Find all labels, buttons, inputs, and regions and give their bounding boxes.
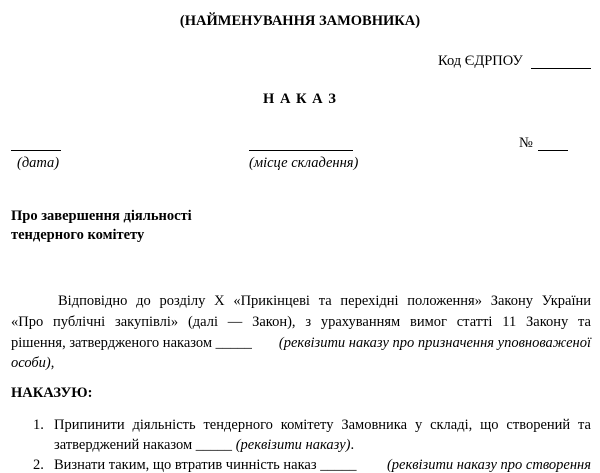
preamble-line-3-text: рішення, затвердженого наказом _____: [11, 335, 252, 351]
item-1-line-1: Припинити діяльність тендерного комітету Замовника у складі, що створений та: [54, 417, 591, 433]
preamble-line-2: «Про публічні закупівлі» (далі — Закон), з урахуванням вимог статті 11 Закону та: [11, 314, 591, 330]
item-1-number: 1.: [33, 417, 44, 433]
preamble-line-4-italic: особи): [11, 355, 51, 371]
item-1-line-2-end: .: [350, 437, 355, 453]
item-2-line-1: [54, 458, 591, 473]
preamble-line-4: [11, 356, 54, 371]
edrpou-label: Код ЄДРПОУ: [438, 53, 523, 69]
order-heading: НАКАЗУЮ:: [11, 385, 93, 401]
item-1-line-2-text: затверджений наказом _____: [54, 437, 233, 453]
preamble-line-3-italic: (реквізити наказу про призначення уповноваженої: [278, 335, 591, 351]
preamble-line-1: Відповідно до розділу X «Прикінцеві та перехідні положення» Закону України: [58, 293, 591, 309]
document-title: Н А К А З: [263, 91, 337, 107]
preamble-line-3: [11, 336, 591, 351]
date-caption: (дата): [17, 155, 60, 171]
date-blank: [11, 150, 61, 151]
item-1-line-2: [54, 438, 354, 453]
subject-line-2: тендерного комітету: [11, 227, 145, 243]
number-label: №: [519, 135, 533, 151]
item-2-line-1-italic: (реквізити наказу про створення: [386, 457, 591, 473]
item-1-line-2-italic: (реквізити наказу): [235, 437, 351, 453]
place-blank: [249, 150, 353, 151]
subject-line-1: Про завершення діяльності: [11, 208, 192, 224]
customer-name: (НАЙМЕНУВАННЯ ЗАМОВНИКА): [179, 13, 421, 29]
place-caption: (місце складення): [249, 155, 359, 171]
preamble-line-4-end: ,: [50, 355, 55, 371]
item-2-number: 2.: [33, 457, 44, 473]
edrpou-blank: [531, 68, 591, 69]
number-blank: [538, 150, 568, 151]
item-2-line-1-text: Визнати таким, що втратив чинність наказ _____: [54, 457, 357, 473]
